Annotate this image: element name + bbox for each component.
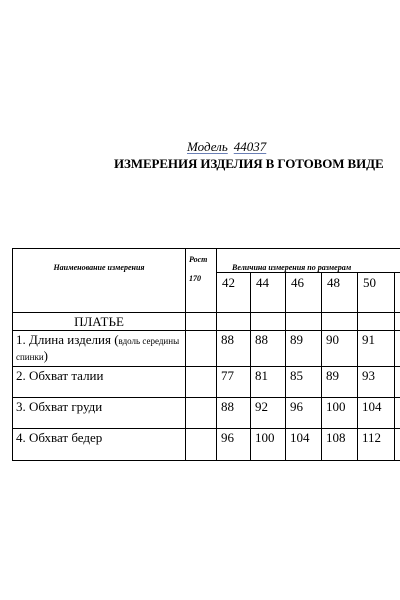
value-cell: 92 <box>251 398 286 429</box>
page-title: ИЗМЕРЕНИЯ ИЗДЕЛИЯ В ГОТОВОМ ВИДЕ <box>114 156 384 171</box>
size-cell: 42 <box>217 273 251 313</box>
row-label: 4. Обхват бедер <box>13 429 186 461</box>
value-cell: 88 <box>251 331 286 367</box>
measure-name-header: Наименование измерения <box>13 249 186 313</box>
row-label: 3. Обхват груди <box>13 398 186 429</box>
table-row <box>13 429 400 461</box>
size-cell: 50 <box>358 273 395 313</box>
sizes-header: Величина измерения по размерам <box>217 249 400 273</box>
row-label: 1. Длина изделия (вдоль середины спинки) <box>13 331 186 367</box>
value-cell: 89 <box>286 331 322 367</box>
row-label: 2. Обхват талии <box>13 367 186 398</box>
value-cell: 100 <box>322 398 358 429</box>
value-cell: 81 <box>251 367 286 398</box>
measurements-table <box>12 248 400 461</box>
size-cell: 46 <box>286 273 322 313</box>
table-row <box>13 331 400 367</box>
model-line <box>187 139 266 155</box>
value-cell: 93 <box>358 367 395 398</box>
value-cell: 100 <box>251 429 286 461</box>
size-cell: 44 <box>251 273 286 313</box>
section-row <box>13 313 400 331</box>
value-cell: 104 <box>358 398 395 429</box>
table-row <box>13 367 400 398</box>
height-value: 170 <box>189 274 201 283</box>
size-cell: 48 <box>322 273 358 313</box>
value-cell: 85 <box>286 367 322 398</box>
section-title: ПЛАТЬЕ <box>13 313 186 331</box>
value-cell: 88 <box>217 331 251 367</box>
value-cell: 90 <box>322 331 358 367</box>
model-number: 44037 <box>233 139 267 154</box>
table-header-row <box>13 249 400 273</box>
value-cell: 108 <box>322 429 358 461</box>
value-cell: 96 <box>286 398 322 429</box>
value-cell: 89 <box>322 367 358 398</box>
value-cell: 91 <box>358 331 395 367</box>
value-cell: 88 <box>217 398 251 429</box>
height-label: Рост <box>189 255 208 264</box>
empty-cell <box>395 273 400 313</box>
value-cell: 112 <box>358 429 395 461</box>
value-cell: 96 <box>217 429 251 461</box>
height-header <box>186 249 217 313</box>
value-cell: 104 <box>286 429 322 461</box>
model-label: Модель <box>187 139 228 154</box>
value-cell: 77 <box>217 367 251 398</box>
table-row <box>13 398 400 429</box>
